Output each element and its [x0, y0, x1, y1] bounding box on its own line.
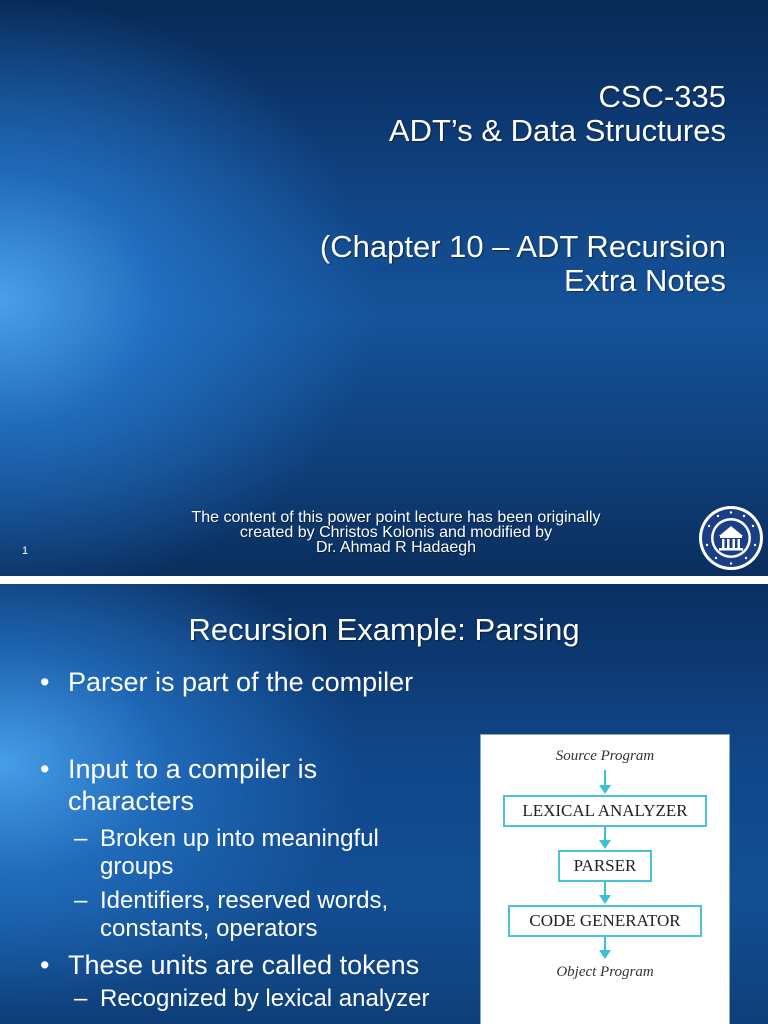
credit-note: [0, 510, 768, 555]
chapter-title: [320, 230, 726, 298]
parser-box: PARSER: [558, 850, 652, 882]
code-generator-box: CODE GENERATOR: [508, 905, 702, 937]
bullet-symbol: •: [40, 667, 50, 697]
object-program-label: Object Program: [556, 964, 654, 980]
compiler-diagram: [480, 734, 730, 1024]
dash-symbol: –: [74, 825, 88, 852]
sub-bullet-line: Identifiers, reserved words,: [100, 887, 389, 914]
sub-bullet-line: groups: [100, 853, 174, 880]
slide-number: 1: [22, 545, 29, 557]
chapter-subtitle: Extra Notes: [564, 263, 726, 298]
chapter-line: (Chapter 10 – ADT Recursion: [319, 229, 726, 264]
slide-title: Recursion Example: Parsing: [188, 612, 580, 647]
bullet-item: [40, 753, 480, 817]
slide-separator: [0, 576, 768, 584]
sub-bullet-item: [40, 825, 480, 881]
bullet-symbol: •: [40, 754, 50, 784]
credit-line-3: Dr. Ahmad R Hadaegh: [315, 539, 477, 556]
bullet-text: These units are called tokens: [68, 950, 420, 980]
bullet-symbol: •: [40, 950, 50, 980]
bullet-text: Parser is part of the compiler: [68, 667, 414, 697]
sub-bullet-item: [40, 887, 480, 943]
sub-bullet-line: constants, operators: [100, 915, 318, 942]
course-title: [389, 80, 726, 148]
source-program-label: Source Program: [555, 748, 655, 764]
sub-bullet-line: Recognized by lexical analyzer: [100, 985, 430, 1012]
bullet-item: [40, 666, 480, 698]
bullet-text-line: characters: [68, 786, 195, 816]
course-subject: ADT’s & Data Structures: [388, 113, 726, 148]
bullet-text-line: Input to a compiler is: [68, 754, 318, 784]
sub-bullet-line: Broken up into meaningful: [100, 825, 379, 852]
university-seal-icon: [698, 505, 764, 571]
bullet-list: [40, 666, 480, 1013]
parsing-slide: [0, 584, 768, 1024]
dash-symbol: –: [74, 887, 88, 914]
arrow-down-icon: [599, 950, 611, 959]
bullet-item: [40, 949, 480, 981]
arrow-down-icon: [599, 895, 611, 904]
course-code: CSC-335: [598, 79, 726, 114]
sub-bullet-item: [40, 985, 480, 1013]
arrow-down-icon: [599, 840, 611, 849]
credit-line-2: created by Christos Kolonis and modified by: [239, 524, 553, 541]
arrow-down-icon: [599, 785, 611, 794]
dash-symbol: –: [74, 985, 88, 1012]
lexical-analyzer-box: LEXICAL ANALYZER: [503, 795, 707, 827]
credit-line-1: The content of this power point lecture has been originally: [191, 509, 601, 526]
